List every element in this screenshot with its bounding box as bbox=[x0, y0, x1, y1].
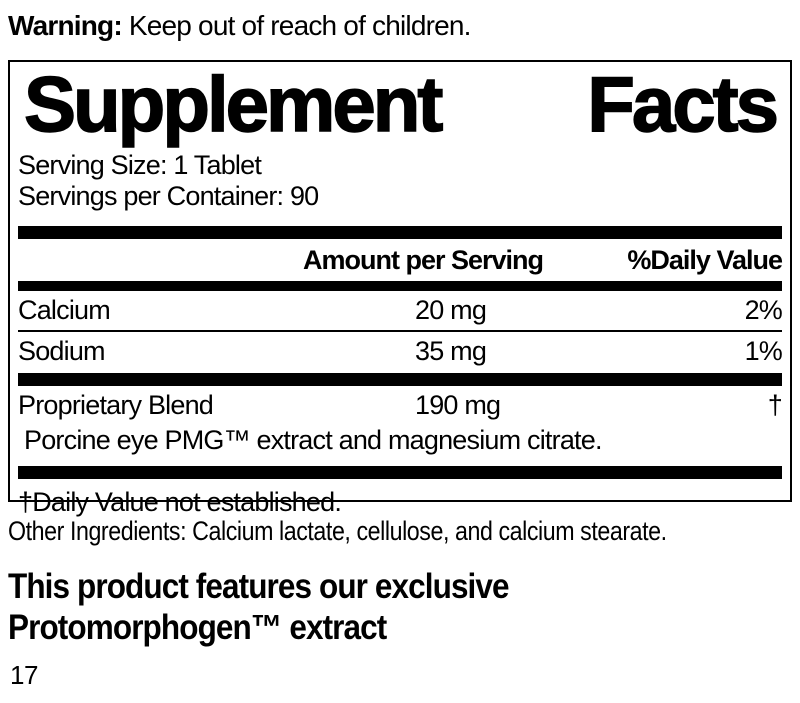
other-ingredients-line: Other Ingredients: Calcium lactate, cellulose, and calcium stearate. bbox=[8, 516, 667, 546]
supplement-facts-panel bbox=[8, 60, 792, 517]
feature-heading-line2: Protomorphogen™ extract bbox=[8, 608, 387, 647]
table-row-sodium bbox=[18, 332, 782, 371]
warning-line bbox=[8, 10, 471, 42]
serving-size-line: Serving Size: 1 Tablet bbox=[18, 150, 262, 180]
daily-value-footnote: †Daily Value not established. bbox=[18, 487, 342, 517]
warning-label: Warning: bbox=[8, 10, 122, 41]
nutrient-daily-value: 2% bbox=[744, 295, 782, 325]
nutrient-amount: 35 mg bbox=[415, 336, 487, 366]
thick-rule-under-blend bbox=[18, 466, 782, 479]
nutrient-amount: 190 mg bbox=[415, 390, 501, 420]
warning-text: Keep out of reach of children. bbox=[128, 10, 471, 41]
table-row-calcium bbox=[18, 291, 782, 332]
table-row-proprietary-blend bbox=[18, 386, 782, 461]
proprietary-blend-description: Porcine eye PMG™ extract and magnesium citrate. bbox=[24, 425, 602, 455]
thick-rule-top bbox=[18, 226, 782, 239]
nutrient-name: Proprietary Blend bbox=[18, 390, 214, 420]
panel-title-word-facts: Facts bbox=[587, 60, 776, 148]
nutrient-daily-value: 1% bbox=[744, 336, 782, 366]
feature-heading-line1: This product features our exclusive bbox=[8, 567, 509, 606]
servings-per-container-line: Servings per Container: 90 bbox=[18, 181, 319, 211]
column-header-row bbox=[18, 245, 782, 275]
thick-rule-under-minerals bbox=[18, 373, 782, 386]
nutrient-name: Sodium bbox=[18, 336, 105, 366]
thick-rule-under-header bbox=[18, 281, 782, 291]
nutrient-name: Calcium bbox=[18, 295, 110, 325]
panel-title bbox=[10, 62, 790, 146]
column-header-daily-value: %Daily Value bbox=[627, 245, 782, 275]
feature-heading bbox=[8, 566, 509, 648]
nutrient-amount: 20 mg bbox=[415, 295, 487, 325]
page-number: 17 bbox=[10, 660, 38, 690]
column-header-amount: Amount per Serving bbox=[303, 245, 544, 275]
nutrient-daily-value-dagger: † bbox=[767, 390, 782, 420]
panel-title-word-supplement: Supplement bbox=[24, 60, 441, 148]
